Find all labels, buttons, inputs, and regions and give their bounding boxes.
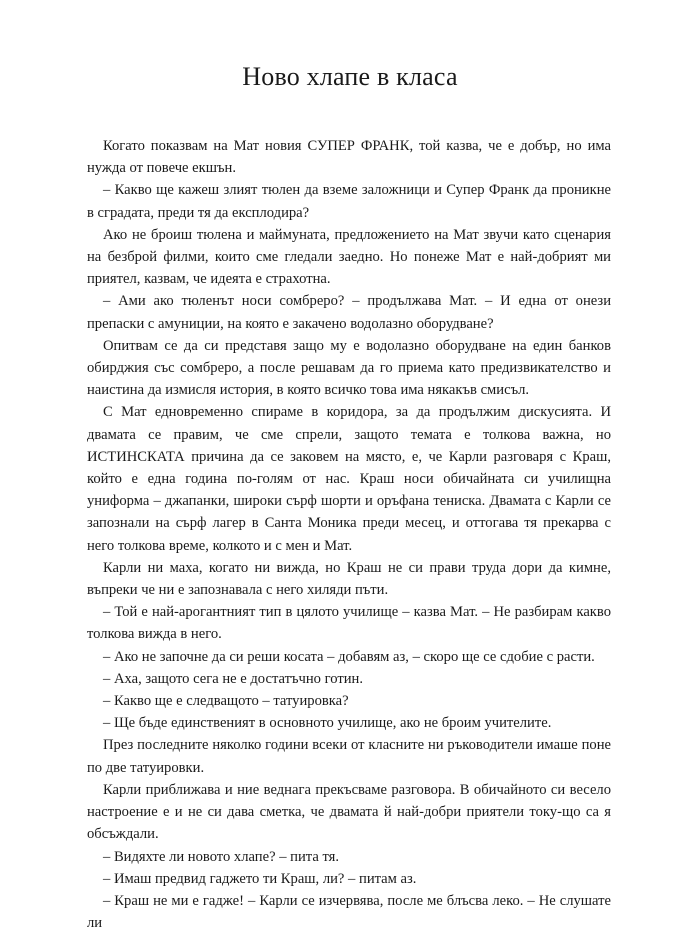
paragraph: През последните няколко години всеки от класните ни ръководители имаше поне по две татуировки. [87, 737, 611, 776]
paragraph: Когато показвам на Мат новия СУПЕР ФРАНК, той казва, че е добър, но има нужда от повече екшън. [87, 138, 611, 177]
paragraph: Карли ни маха, когато ни вижда, но Краш не си прави труда дори да кимне, въпреки че ни е запознавала с него хиляди пъти. [87, 559, 611, 599]
paragraph: – Имаш предвид гаджето ти Краш, ли? – питам аз. [103, 870, 417, 887]
paragraph: С Мат едновременно спираме в коридора, за да продължим дискусията. И двамата се правим, че сме спрели, защото темата е толкова важна, но ИСТИНСКАТА причина да се заковем на място, е, че Карли разговаря с Краш, който е една година по-голям от нас. Краш носи обичайната си училищна униформа – джапанки, широки сърф шорти и оръфана тениска. Двамата с Карли се запознали на сърф лагер в Санта Моника преди месец, и оттогава тя прекарва с него толкова време, колкото и с мен и Мат. [87, 404, 611, 554]
paragraph: Ако не броиш тюлена и маймуната, предложението на Мат звучи като сценария на безброй филми, които сме гледали заедно. Но понеже Мат е най-добрият ми приятел, казвам, че идеята е страхотна. [87, 226, 611, 288]
paragraph: – Какво ще е следващото – татуировка? [103, 693, 349, 710]
paragraph: – Аха, защото сега не е достатъчно готин. [103, 670, 363, 687]
chapter-title: Ново хлапе в класа [242, 62, 458, 91]
paragraph: – Ако не започне да си реши косата – добавям аз, – скоро ще се сдобие с расти. [103, 648, 595, 665]
paragraph: Опитвам се да си представя защо му е водолазно оборудване на един банков обирджия със сомбреро, а после решавам да го приема като предизвикателство и наистина да измисля история, в която всичко това има някакъв смисъл. [87, 337, 611, 399]
paragraph: – Краш не ми е гадже! – Карли се изчервява, после ме блъсва леко. – Не слушате ли [87, 892, 611, 932]
paragraph: – Той е най-арогантният тип в цялото училище – казва Мат. – Не разбирам какво толкова вижда в него. [87, 604, 611, 643]
paragraph: – Ще бъде единственият в основното училище, ако не броим учителите. [103, 715, 552, 732]
chapter-body [87, 135, 611, 934]
paragraph: Карли приближава и ние веднага прекъсваме разговора. В обичайното си весело настроение е и не си дава сметка, че двамата й най-добри приятели току-що са я обсъждали. [87, 781, 611, 843]
paragraph: – Видяхте ли новото хлапе? – пита тя. [103, 848, 340, 865]
paragraph: – Какво ще кажеш злият тюлен да вземе заложници и Супер Франк да проникне в сградата, преди тя да експлодира? [87, 182, 611, 221]
paragraph: – Ами ако тюленът носи сомбреро? – продължава Мат. – И една от онези препаски с амуниции, на която е закачено водолазно оборудване? [87, 293, 611, 332]
